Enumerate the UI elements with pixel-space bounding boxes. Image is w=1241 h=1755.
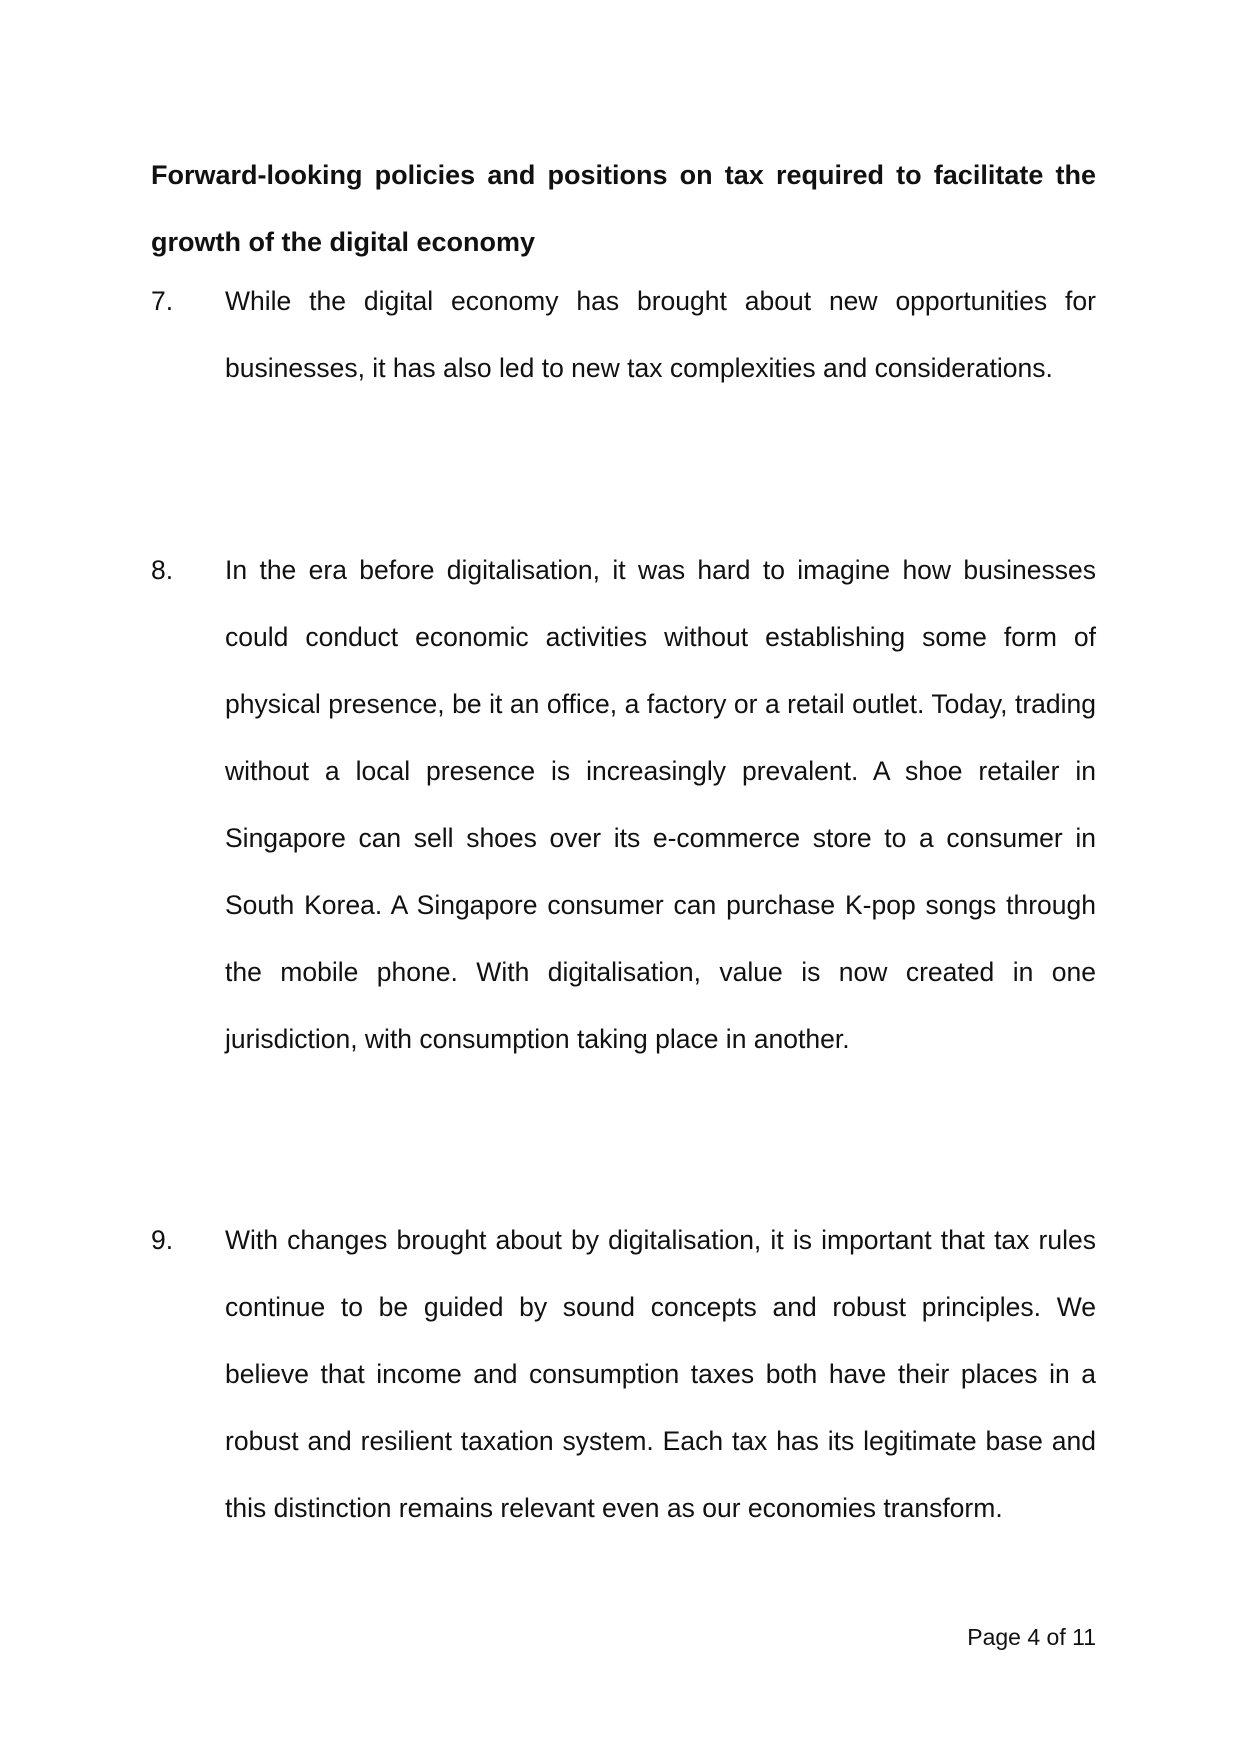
paragraph-7 [151,268,1096,402]
paragraph-text: With changes brought about by digitalisation, it is important that tax rules continue to be guided by sound concepts and robust principles. We believe that income and consumption taxes both have their places in a robust and resilient taxation system. Each tax has its legitimate base and this distinction remains relevant even as our economies transform. [225,1225,1096,1523]
paragraph-9 [151,1207,1096,1542]
paragraph-number: 7. [151,286,174,316]
paragraph-text: While the digital economy has brought about new opportunities for businesses, it has also led to new tax complexities and considerations. [225,286,1096,383]
paragraph-8 [151,537,1096,1073]
paragraph-text: In the era before digitalisation, it was hard to imagine how businesses could conduct economic activities without establishing some form of physical presence, be it an office, a factory or a retail outlet. Today, trading without a local presence is increasingly prevalent. A shoe retailer in Singapore can sell shoes over its e-commerce store to a consumer in South Korea. A Singapore consumer can purchase K-pop songs through the mobile phone. With digitalisation, value is now created in one jurisdiction, with consumption taking place in another. [225,555,1096,1054]
section-heading: Forward-looking policies and positions on tax required to facilitate the growth of the digital economy [151,160,1096,257]
paragraph-number: 8. [151,555,174,585]
page-number-footer: Page 4 of 11 [967,1624,1096,1650]
paragraph-number: 9. [151,1225,174,1255]
